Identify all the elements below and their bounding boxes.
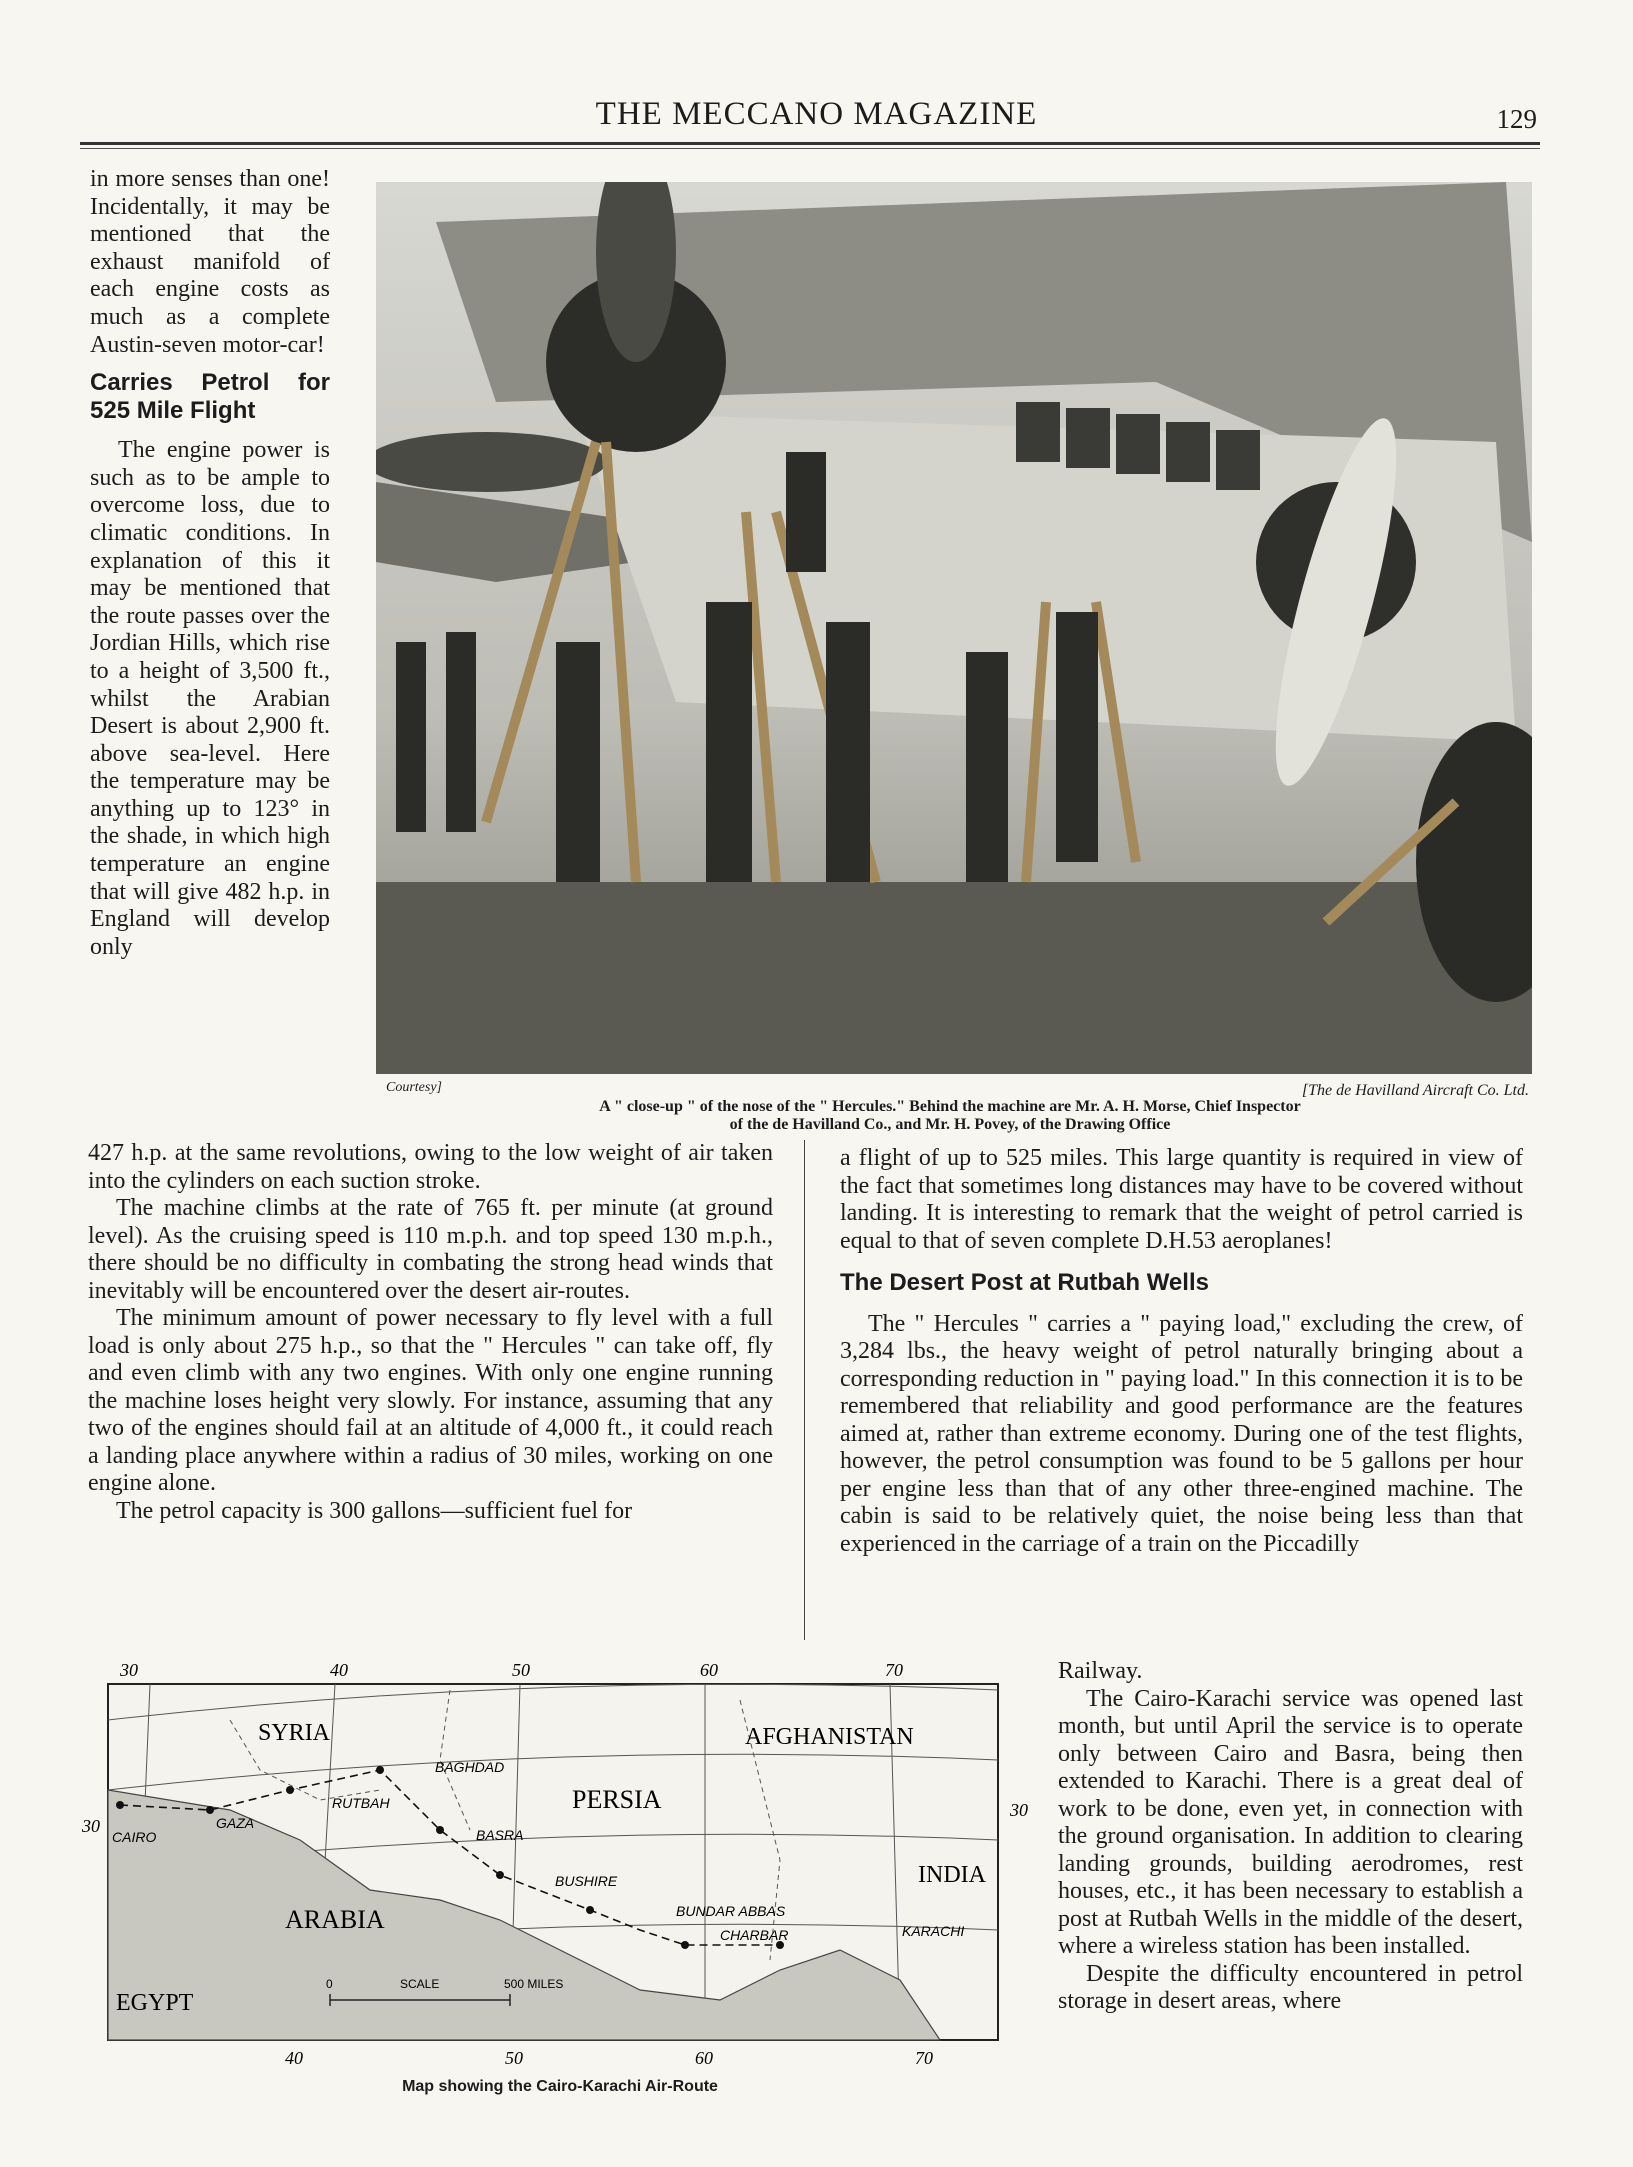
map-tick-bottom-40: 40: [285, 2048, 303, 2068]
map-side-column: [1058, 1658, 1523, 2016]
map-city-karachi: KARACHI: [902, 1923, 965, 1939]
map-city-basra: BASRA: [476, 1827, 524, 1843]
map-region-afghanistan: AFGHANISTAN: [745, 1724, 914, 1750]
map-city-charbar: CHARBAR: [720, 1927, 789, 1943]
photo-courtesy: Courtesy]: [386, 1080, 442, 1095]
column-divider: [804, 1140, 805, 1640]
map-lat-left: 30: [82, 1816, 100, 1836]
section-heading-petrol: Carries Petrol for 525 Mile Flight: [90, 369, 330, 425]
map-side-paragraph-1: Railway.: [1058, 1658, 1143, 1684]
map-city-cairo: CAIRO: [112, 1829, 157, 1845]
page-number: 129: [1496, 104, 1537, 134]
map-side-paragraph-2: The Cairo-Karachi service was opened last month, but until April the service is to operate only between Cairo and Basra, being then extended to Karachi. There is a great deal of work to be done, even yet, in connection with the ground organisation. In addition to clearing landing grounds, building aerodromes, rest houses, etc., it has been necessary to establish a post at Rutbah Wells in the middle of the desert, where a wireless station has been installed.: [1058, 1685, 1523, 1959]
map-city-bundar-abbas: BUNDAR ABBAS: [676, 1903, 786, 1919]
left-paragraph-3: The minimum amount of power necessary to fly level with a full load is only about 275 h.p., so that the " Hercules " can take off, fly and even climb with any two engines. With only one engine running the machine loses height very slowly. For instance, assuming that any two of the engines should fail at an altitude of 4,000 ft., it could reach a landing place anywhere within a radius of 30 miles, working on one engine alone.: [88, 1305, 773, 1496]
map-tick-bottom-60: 60: [695, 2048, 713, 2068]
map-tick-top-70: 70: [885, 1660, 903, 1680]
left-paragraph-4: The petrol capacity is 300 gallons—sufficient fuel for: [116, 1497, 633, 1524]
route-map: [80, 1660, 1040, 2080]
map-city-rutbah: RUTBAH: [332, 1795, 390, 1811]
section-heading-desert-post: The Desert Post at Rutbah Wells: [840, 1269, 1209, 1296]
map-tick-bottom-50: 50: [505, 2048, 523, 2068]
map-city-gaza: GAZA: [216, 1815, 255, 1831]
map-region-egypt: EGYPT: [116, 1990, 194, 2016]
aircraft-photo-illustration: [376, 182, 1532, 1074]
map-region-india: INDIA: [918, 1862, 986, 1888]
route-map-svg: [80, 1660, 1040, 2080]
map-scale-zero: 0: [326, 1977, 333, 1991]
left-paragraph-1: 427 h.p. at the same revolutions, owing to the low weight of air taken into the cylinders on each suction stroke.: [88, 1140, 773, 1194]
aircraft-photo: [376, 182, 1532, 1074]
right-paragraph-1: a flight of up to 525 miles. This large quantity is required in view of the fact that sometimes long distances may have to be covered without landing. It is interesting to remark that the weight of petrol carried is equal to that of seven complete D.H.53 aeroplanes!: [840, 1145, 1523, 1254]
photo-caption: [470, 1098, 1430, 1134]
header-rule-thin: [80, 148, 1540, 149]
map-tick-top-60: 60: [700, 1660, 718, 1680]
left-paragraph-2: The machine climbs at the rate of 765 ft. per minute (at ground level). As the cruising speed is 110 m.p.h. and top speed 130 m.p.h., there should be no difficulty in combating the strong head winds that inevitably will be encountered over the desert air-routes.: [88, 1195, 773, 1304]
map-side-paragraph-3: Despite the difficulty encountered in petrol storage in desert areas, where: [1058, 1960, 1523, 2014]
photo-credit: [The de Havilland Aircraft Co. Ltd.: [1301, 1082, 1529, 1099]
map-lat-right: 30: [1010, 1800, 1028, 1820]
photo-caption-line-1: A " close-up " of the nose of the " Hercules." Behind the machine are Mr. A. H. Morse, Chief Inspector: [599, 1098, 1301, 1115]
right-paragraph-2: The " Hercules " carries a " paying load," excluding the crew, of 3,284 lbs., the heavy weight of petrol naturally bringing about a corresponding reduction in " paying load." In this connection it is to be remembered that reliability and good performance are the features aimed at, rather than extreme economy. During one of the test flights, however, the petrol consumption was found to be 5 gallons per hour per engine less than that of any other three-engined machine. The cabin is said to be relatively quiet, the noise being less than that experienced in the carriage of a train on the Piccadilly: [840, 1310, 1523, 1557]
narrow-column: [90, 166, 330, 971]
map-city-bushire: BUSHIRE: [555, 1873, 618, 1889]
narrow-paragraph-2: The engine power is such as to be ample to overcome loss, due to climatic conditions. In explanation of this it may be mentioned that the route passes over the Jordian Hills, which rise to a height of 3,500 ft., whilst the Arabian Desert is about 2,900 ft. above sea-level. Here the temperature may be anything up to 123° in the shade, in which high temperature an engine that will give 482 h.p. in England will develop only: [90, 437, 330, 960]
map-caption: Map showing the Cairo-Karachi Air-Route: [402, 2078, 718, 2095]
right-column: [840, 1145, 1523, 1558]
left-column: [88, 1140, 773, 1525]
header-rule: [80, 142, 1540, 145]
map-tick-top-40: 40: [330, 1660, 348, 1680]
magazine-title: THE MECCANO MAGAZINE: [595, 96, 1038, 132]
map-tick-top-30: 30: [120, 1660, 138, 1680]
map-scale-end: 500 MILES: [504, 1977, 564, 1991]
map-tick-bottom-70: 70: [915, 2048, 933, 2068]
photo-caption-line-2: of the de Havilland Co., and Mr. H. Povey, of the Drawing Office: [729, 1116, 1171, 1133]
map-region-arabia: ARABIA: [285, 1905, 385, 1934]
map-scale-label: SCALE: [400, 1977, 440, 1991]
map-region-persia: PERSIA: [572, 1785, 662, 1814]
map-tick-top-50: 50: [512, 1660, 530, 1680]
map-city-baghdad: BAGHDAD: [435, 1759, 505, 1775]
map-region-syria: SYRIA: [258, 1720, 331, 1746]
narrow-paragraph-1: in more senses than one! Incidentally, it may be mentioned that the exhaust manifold of each engine costs as much as a complete Austin-seven motor-car!: [90, 166, 330, 358]
